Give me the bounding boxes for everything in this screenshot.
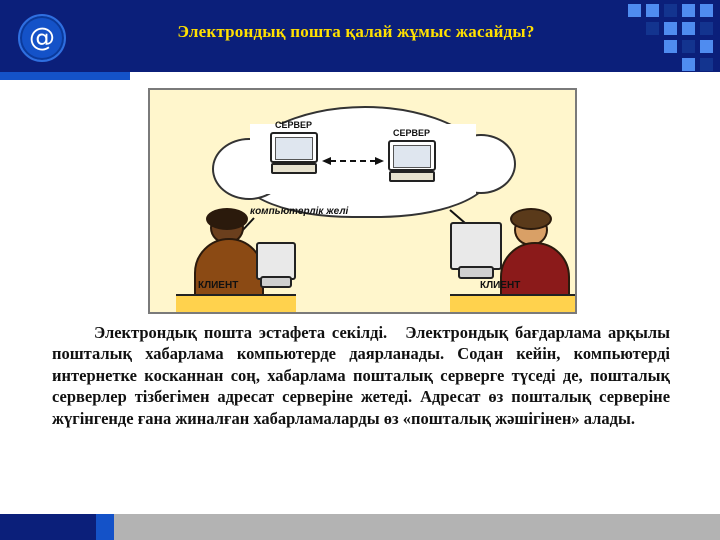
decor-square — [682, 22, 695, 35]
server-left-label: СЕРВЕР — [275, 120, 313, 130]
client-right-illustration — [450, 202, 575, 312]
bidirectional-arrow-icon — [322, 156, 384, 166]
server-left-computer-icon — [270, 132, 318, 176]
body-paragraph — [52, 322, 670, 429]
network-label: компьютерлік желі — [250, 206, 349, 217]
body-line-7: Адресат өз пошталық серверіне жүгінгенде ғана жиналған — [52, 387, 671, 428]
page-title: Электрондық пошта қалай жұмыс жасайды? — [177, 22, 535, 41]
body-line-6: пошталық серверлер тізбегімен адресат серверіне жетеді. — [52, 365, 671, 407]
body-line-8: хабарламаларды өз «пошталық жәшігінен» алады. — [253, 408, 635, 428]
decor-square — [700, 58, 713, 71]
decor-square — [664, 22, 677, 35]
decor-square — [646, 22, 659, 35]
footer-accent-light — [96, 514, 114, 540]
decor-square — [700, 40, 713, 53]
body-line-3: бағдарлама арқылы пошталық хабарлама компьютерде — [52, 323, 670, 364]
header-accent-strip — [0, 72, 130, 80]
body-line-1: Электрондық пошта эстафета секілді. — [94, 323, 388, 342]
client-left-illustration — [176, 208, 296, 312]
slide-footer — [0, 514, 720, 540]
server-right-label: СЕРВЕР — [393, 128, 431, 138]
body-line-5: косканнан соң, хабарлама пошталық серверге түседі де, — [144, 365, 583, 385]
at-sign-icon: @ — [18, 14, 66, 62]
server-right-computer-icon — [388, 140, 436, 184]
body-line-4: даярланады. Содан кейін, компьютерді интернетке — [52, 344, 670, 385]
decor-square — [682, 58, 695, 71]
email-network-diagram — [148, 88, 577, 314]
decor-square — [664, 4, 677, 17]
header-inner — [0, 0, 720, 72]
decor-square — [628, 4, 641, 17]
slide-header — [0, 0, 720, 72]
client-right-label: КЛИЕНТ — [480, 280, 521, 291]
decor-square — [682, 40, 695, 53]
decor-square — [664, 40, 677, 53]
body-line-2: Электрондық — [405, 323, 509, 342]
decor-square — [700, 22, 713, 35]
decor-square — [700, 4, 713, 17]
footer-accent-dark — [0, 514, 96, 540]
decor-square — [682, 4, 695, 17]
client-left-label: КЛИЕНТ — [198, 280, 239, 291]
decor-square — [646, 4, 659, 17]
